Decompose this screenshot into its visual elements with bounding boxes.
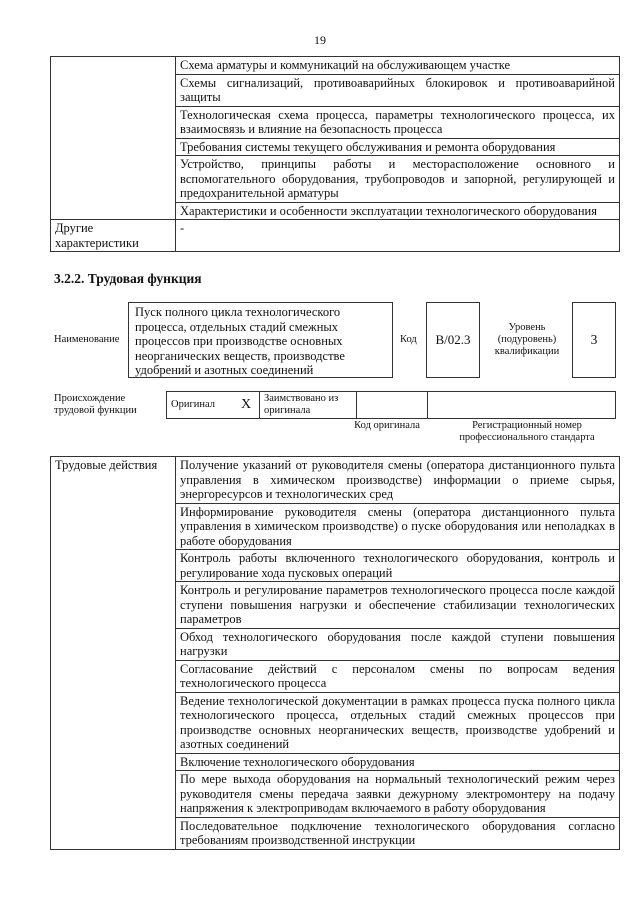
knowledge-table — [50, 56, 620, 252]
function-name-box: Пуск полного цикла технологического процесса, отдельных стадий смежных процессов при производстве основных неорганических веществ, производстве удобрений и азотных соединений — [128, 302, 393, 378]
section-heading: 3.2.2. Трудовая функция — [54, 271, 202, 286]
level-label: Уровень (подуровень) квалификации — [494, 322, 560, 357]
labor-action-item: Включение технологического оборудования — [176, 753, 620, 771]
knowledge-item: Технологическая схема процесса, параметры технологического процесса, их взаимосвязь и влияние на безопасность процесса — [176, 106, 620, 138]
knowledge-item: Схема арматуры и коммуникаций на обслуживающем участке — [176, 57, 620, 75]
labor-action-item: Обход технологического оборудования после каждой ступени повышения нагрузки — [176, 628, 620, 660]
code-original-caption: Код оригинала — [354, 420, 420, 431]
knowledge-item: Устройство, принципы работы и месторасположение основного и вспомогательного оборудования, трубопроводов и запорной, регулирующей и предохранительной арматуры — [176, 156, 620, 203]
origin-label: Происхождение трудовой функции — [54, 393, 137, 416]
other-characteristics-value: - — [176, 220, 620, 252]
labor-actions-label: Трудовые действия — [51, 457, 176, 850]
function-code-box: B/02.3 — [426, 302, 480, 378]
registration-number-cell — [428, 392, 616, 419]
labor-action-item: Ведение технологической документации в рамках процесса пуска полного цикла технологического процесса, отдельных стадий смежных процессов при производстве основных неорганических веществ, производстве удобрений и азотных соединений — [176, 692, 620, 753]
other-characteristics-label: Другие характеристики — [51, 220, 176, 252]
knowledge-label-cell — [51, 57, 176, 220]
original-code-cell — [357, 392, 428, 419]
original-label: Оригинал — [167, 392, 234, 419]
labor-actions-table — [50, 456, 620, 850]
borrowed-label: Заимствовано из оригинала — [260, 392, 357, 419]
origin-table — [166, 391, 616, 419]
labor-action-item: Контроль работы включенного технологического оборудования, контроль и регулирование хода пусковых операций — [176, 550, 620, 582]
registration-caption: Регистрационный номер профессионального стандарта — [459, 420, 595, 443]
level-box: 3 — [572, 302, 616, 378]
knowledge-item: Требования системы текущего обслуживания и ремонта оборудования — [176, 138, 620, 156]
labor-action-item: Согласование действий с персоналом смены по вопросам ведения технологического процесса — [176, 660, 620, 692]
original-mark: X — [233, 392, 260, 419]
knowledge-item: Характеристики и особенности эксплуатации технологического оборудования — [176, 202, 620, 220]
labor-action-item: Информирование руководителя смены (оператора дистанционного пульта управления в химическом производстве) о пуске оборудования или неполадках в работе оборудования — [176, 503, 620, 550]
page-number: 19 — [314, 33, 326, 47]
name-label: Наименование — [54, 334, 120, 345]
knowledge-item: Схемы сигнализаций, противоаварийных блокировок и противоаварийной защиты — [176, 74, 620, 106]
code-label: Код — [400, 334, 417, 345]
labor-action-item: По мере выхода оборудования на нормальный технологический режим через руководителя смены передача заявки дежурному электромонтеру на подачу напряжения к электроприводам включаемого в работу оборудования — [176, 771, 620, 818]
labor-action-item: Контроль и регулирование параметров технологического процесса после каждой ступени повышения нагрузки и обеспечение стабилизации технологических параметров — [176, 582, 620, 629]
labor-action-item: Последовательное подключение технологического оборудования согласно требованиям производственной инструкции — [176, 817, 620, 849]
labor-action-item: Получение указаний от руководителя смены (оператора дистанционного пульта управления в химическом производстве) информации о приеме сырья, энергоресурсов и технологических сред — [176, 457, 620, 504]
